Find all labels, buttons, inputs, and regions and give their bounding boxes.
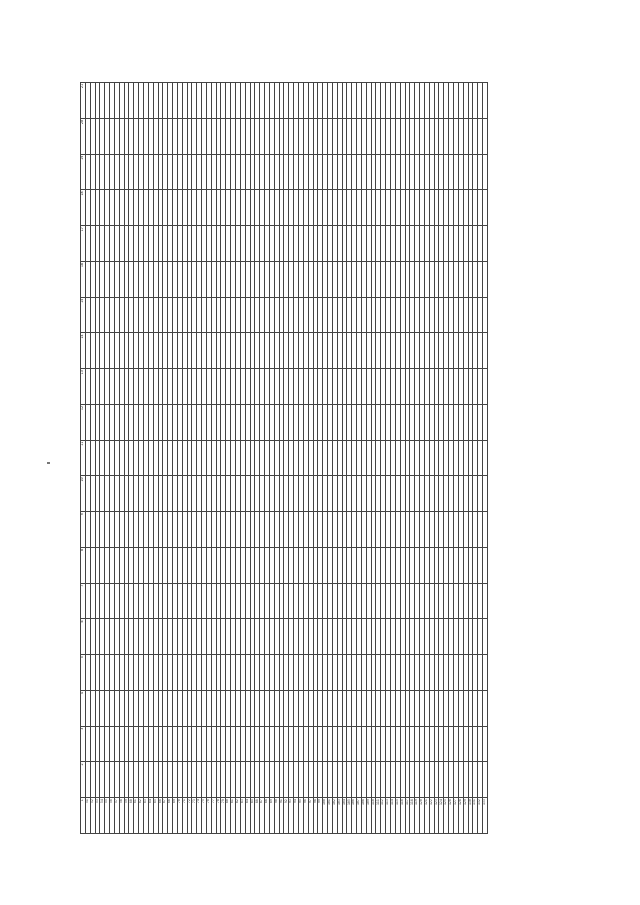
row-number-cell: 55 [105, 798, 110, 834]
header-cell: 21 [81, 83, 86, 119]
row-number-cell: 57 [114, 798, 119, 834]
row-number-cell: 66 [158, 798, 163, 834]
row-number-cell: 114 [391, 798, 396, 834]
row-number-cell: 83 [240, 798, 245, 834]
row-number-cell: 90 [274, 798, 279, 834]
table-cell [483, 619, 488, 655]
row-number-cell: 70 [177, 798, 182, 834]
header-cell: 1 [81, 798, 86, 834]
row-number-cell: 97 [308, 798, 313, 834]
row-number-cell: 73 [192, 798, 197, 834]
header-cell: 17 [81, 226, 86, 262]
row-number-cell: 68 [168, 798, 173, 834]
row-number-cell: 85 [250, 798, 255, 834]
row-number-cell: 52 [90, 798, 95, 834]
header-cell: 12 [81, 405, 86, 441]
row-number-cell: 106 [352, 798, 357, 834]
row-number-cell: 71 [182, 798, 187, 834]
table-cell [483, 369, 488, 405]
header-cell: 15 [81, 297, 86, 333]
row-number-cell: 118 [410, 798, 415, 834]
row-number-cell: 115 [395, 798, 400, 834]
row-number-cell: 131 [473, 798, 478, 834]
row-number-cell: 113 [386, 798, 391, 834]
row-number-cell: 69 [173, 798, 178, 834]
table-cell [483, 762, 488, 798]
table-cell [483, 476, 488, 512]
row-number-cell: 63 [143, 798, 148, 834]
row-number-cell: 67 [163, 798, 168, 834]
row-number-cell: 76 [206, 798, 211, 834]
table-cell [483, 119, 488, 155]
row-number-cell: 99 [318, 798, 323, 834]
row-number-cell: 93 [289, 798, 294, 834]
row-number-cell: 80 [226, 798, 231, 834]
header-cell: 6 [81, 619, 86, 655]
table-cell [483, 190, 488, 226]
row-number-cell: 84 [245, 798, 250, 834]
row-number-cell: 74 [197, 798, 202, 834]
table-body [81, 83, 488, 834]
row-number-cell: 127 [453, 798, 458, 834]
scan-speck [47, 462, 50, 464]
header-cell: 2 [81, 762, 86, 798]
data-table [80, 82, 488, 834]
row-number-cell: 91 [279, 798, 284, 834]
row-number-cell: 77 [211, 798, 216, 834]
row-number-cell: 64 [148, 798, 153, 834]
row-number-cell: 51 [85, 798, 90, 834]
row-number-cell: 56 [110, 798, 115, 834]
row-number-cell: 94 [294, 798, 299, 834]
header-cell: 8 [81, 548, 86, 584]
row-number-cell: 125 [444, 798, 449, 834]
row-number-cell: 123 [434, 798, 439, 834]
row-number-cell: 79 [221, 798, 226, 834]
row-number-cell: 119 [415, 798, 420, 834]
table-cell [483, 726, 488, 762]
row-number-cell: 122 [429, 798, 434, 834]
row-number-cell: 126 [449, 798, 454, 834]
row-number-cell: 96 [303, 798, 308, 834]
row-number-cell: 81 [231, 798, 236, 834]
row-number-cell: 60 [129, 798, 134, 834]
row-number-cell: 111 [376, 798, 381, 834]
header-cell: 16 [81, 262, 86, 298]
header-cell: 18 [81, 190, 86, 226]
table-cell [483, 691, 488, 727]
table-cell [483, 83, 488, 119]
header-cell: 9 [81, 512, 86, 548]
row-number-cell: 130 [468, 798, 473, 834]
table-cell [483, 262, 488, 298]
rotated-table-wrapper [80, 82, 588, 834]
table-cell [483, 154, 488, 190]
row-number-cell: 54 [100, 798, 105, 834]
header-cell: 20 [81, 119, 86, 155]
table-row [483, 83, 488, 834]
row-number-cell: 101 [328, 798, 333, 834]
row-number-cell: 72 [187, 798, 192, 834]
table-cell [483, 512, 488, 548]
row-number-cell: 88 [265, 798, 270, 834]
row-number-cell: 75 [202, 798, 207, 834]
header-cell: 10 [81, 476, 86, 512]
header-cell: 3 [81, 726, 86, 762]
row-number-cell: 116 [400, 798, 405, 834]
table-cell [483, 226, 488, 262]
row-number-cell: 87 [260, 798, 265, 834]
table-cell [483, 405, 488, 441]
row-number-cell: 86 [255, 798, 260, 834]
header-cell: 13 [81, 369, 86, 405]
row-number-cell: 78 [216, 798, 221, 834]
scanned-table-frame [80, 82, 588, 834]
row-number-cell: 108 [361, 798, 366, 834]
row-number-cell: 65 [153, 798, 158, 834]
row-number-cell: 117 [405, 798, 410, 834]
header-cell: 14 [81, 333, 86, 369]
row-number-cell: 104 [342, 798, 347, 834]
row-number-cell: 105 [347, 798, 352, 834]
row-number-cell: 110 [371, 798, 376, 834]
row-number-cell: 58 [119, 798, 124, 834]
row-number-cell: 61 [134, 798, 139, 834]
table-cell [483, 548, 488, 584]
row-number-cell: 103 [337, 798, 342, 834]
row-number-cell: 124 [439, 798, 444, 834]
table-cell [483, 583, 488, 619]
table-cell [483, 655, 488, 691]
header-cell: 5 [81, 655, 86, 691]
row-number-cell: 53 [95, 798, 100, 834]
row-number-cell: 112 [381, 798, 386, 834]
row-number-cell: 132 [478, 798, 483, 834]
row-number-cell: 89 [269, 798, 274, 834]
row-number-cell: 107 [357, 798, 362, 834]
row-number-cell: 129 [463, 798, 468, 834]
row-number-cell: 59 [124, 798, 129, 834]
row-number-cell: 92 [284, 798, 289, 834]
row-number-cell: 102 [332, 798, 337, 834]
row-number-cell: 120 [420, 798, 425, 834]
header-cell: 11 [81, 440, 86, 476]
row-number-cell: 95 [298, 798, 303, 834]
row-number-cell: 98 [313, 798, 318, 834]
row-number-cell: 128 [458, 798, 463, 834]
row-number-cell: 100 [323, 798, 328, 834]
row-number-cell: 82 [236, 798, 241, 834]
row-number-cell: 62 [139, 798, 144, 834]
header-cell: 4 [81, 691, 86, 727]
row-number-cell: 121 [424, 798, 429, 834]
table-cell [483, 297, 488, 333]
row-number-cell: 133 [483, 798, 488, 834]
row-number-cell: 109 [366, 798, 371, 834]
table-cell [483, 333, 488, 369]
header-cell: 19 [81, 154, 86, 190]
header-cell: 7 [81, 583, 86, 619]
table-cell [483, 440, 488, 476]
